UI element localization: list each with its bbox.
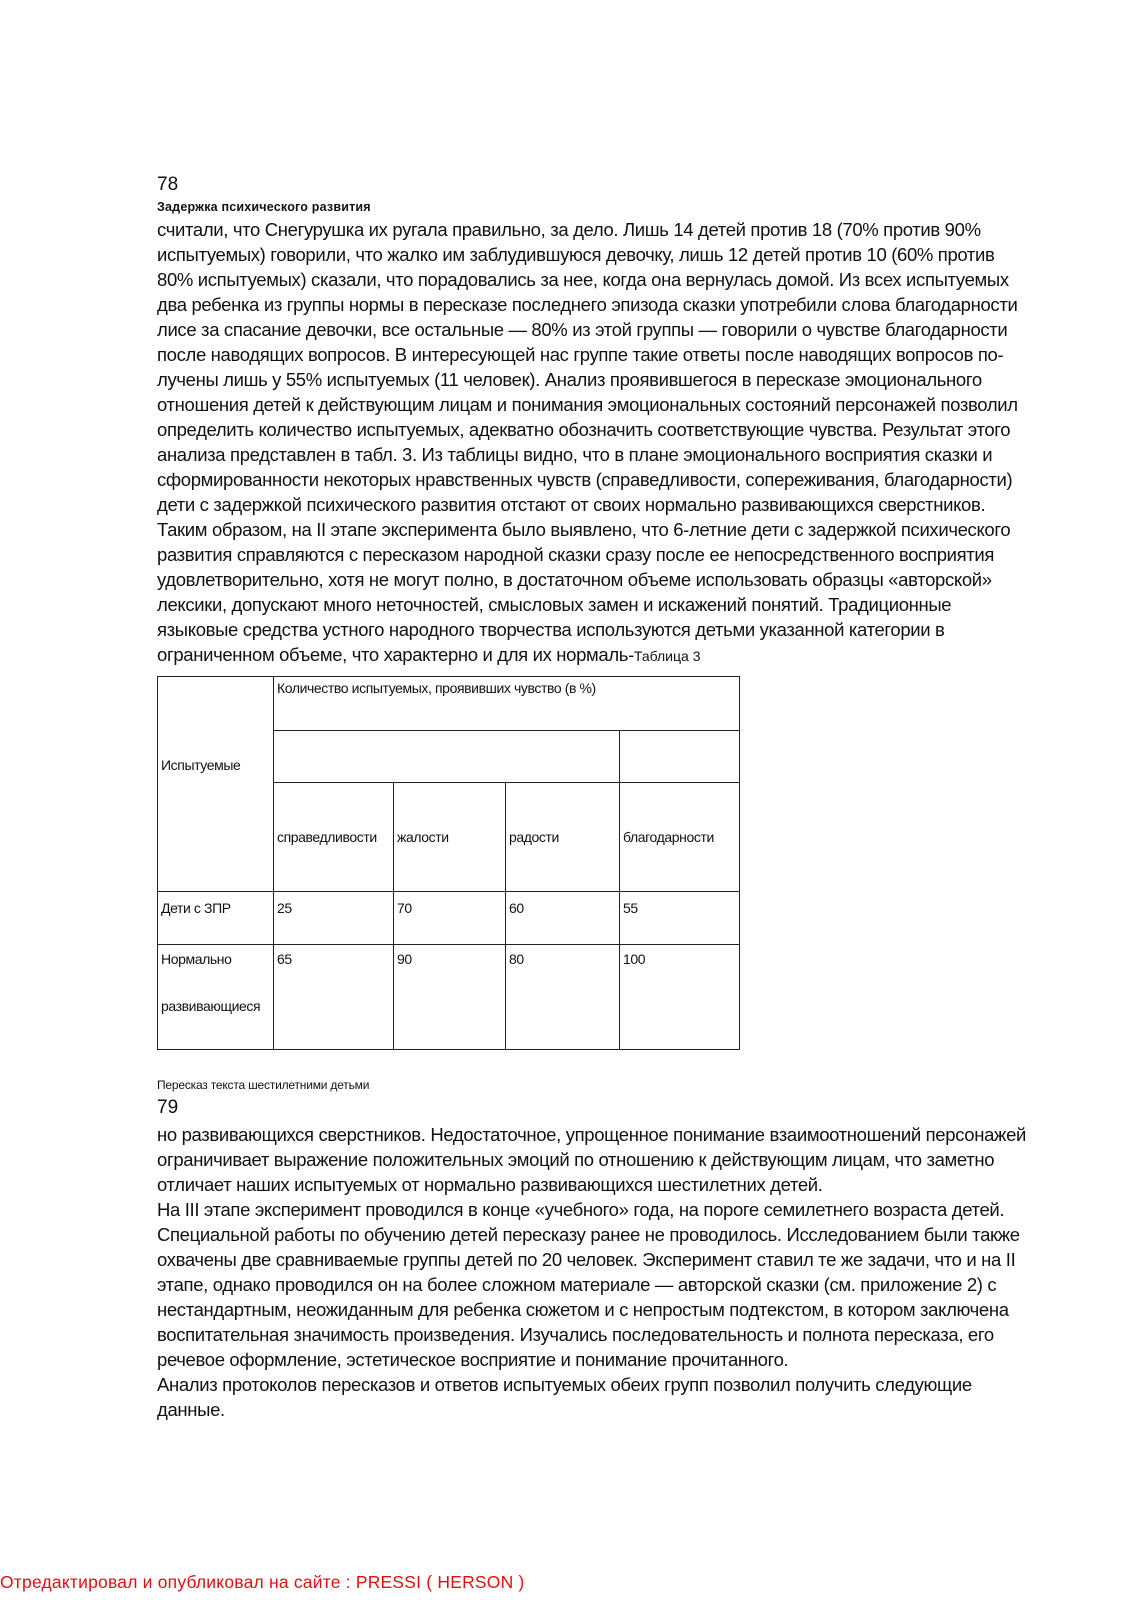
text-line: этапе, однако проводился он на более сложном материале — авторской сказки (см. приложение 2) с	[157, 1274, 997, 1295]
text-line: Анализ протоколов пересказов и ответов испытуемых обеих групп позволил получить следующие	[157, 1374, 972, 1395]
row-label: Дети с ЗПР	[158, 891, 274, 944]
text-line: ограничивает выражение положительных эмоций по отношению к действующим лицам, что заметно	[157, 1149, 995, 1170]
page-number: 78	[157, 174, 179, 195]
text-line: сформированности некоторых нравственных чувств (справедливости, сопереживания, благодарности)	[157, 469, 1013, 490]
row-header: Испытуемые	[161, 757, 241, 774]
text-line: лисе за спасание девочки, все остальные — 80% из этой группы — говорили о чувстве благодарности	[157, 319, 1008, 340]
group-header: Количество испытуемых, проявивших чувство (в %)	[277, 680, 596, 696]
text-line: после наводящих вопросов. В интересующей нас группе такие ответы после наводящих вопросов по-	[157, 344, 1004, 365]
results-table	[157, 676, 740, 1050]
text-line: два ребенка из группы нормы в пересказе последнего эпизода сказки употребили слова благодарности	[157, 294, 1018, 315]
table-row	[158, 891, 740, 944]
text-line: воспитательная значимость произведения. Изучались последовательность и полнота пересказа, его	[157, 1324, 994, 1345]
text-line-last: ограниченном объеме, что характерно и для их нормаль-	[157, 644, 634, 665]
text-line: удовлетворительно, хотя не могут полно, в достаточном объеме использовать образцы «авторской»	[157, 569, 992, 590]
column-header: благодарности	[620, 783, 740, 891]
body-text-page-78	[157, 217, 1018, 667]
text-line	[157, 642, 1018, 667]
text-line: развития справляются с пересказом народной сказки сразу после ее непосредственного восприятия	[157, 544, 995, 565]
column-header: радости	[506, 783, 620, 891]
text-line: охвачены две сравниваемые группы детей по 20 человек. Эксперимент ставил те же задачи, что и на II	[157, 1249, 1016, 1270]
text-line: лучены лишь у 55% испытуемых (11 человек). Анализ проявившегося в пересказе эмоционального	[157, 369, 982, 390]
text-line: На III этапе эксперимент проводился в конце «учебного» года, на пороге семилетнего возраста детей.	[157, 1199, 1005, 1220]
group-header-cell	[274, 677, 740, 731]
column-header: жалости	[394, 783, 506, 891]
table-cell: 90	[394, 944, 506, 1049]
text-line: речевое оформление, эстетическое восприятие и понимание прочитанного.	[157, 1349, 789, 1370]
text-line: 80% испытуемых) сказали, что порадовались за нее, когда она вернулась домой. Из всех испытуемых	[157, 269, 1009, 290]
table-row	[158, 944, 740, 1049]
table-cell: 80	[506, 944, 620, 1049]
text-line: испытуемых) говорили, что жалко им заблудившуюся девочку, лишь 12 детей против 10 (60% против	[157, 244, 995, 265]
table-cell: 60	[506, 891, 620, 944]
row-label	[158, 944, 274, 1049]
text-line: отношения детей к действующим лицам и понимания эмоциональных состояний персонажей позволил	[157, 394, 1018, 415]
row-label-line: Нормально	[161, 950, 232, 967]
empty-cell	[274, 730, 620, 783]
row-header-cell	[158, 677, 274, 892]
text-line: считали, что Снегурушка их ругала правильно, за дело. Лишь 14 детей против 18 (70% против 90%	[157, 219, 981, 240]
body-text-page-79	[157, 1122, 1026, 1422]
text-line: Таким образом, на II этапе эксперимента было выявлено, что 6-летние дети с задержкой психического	[157, 519, 1011, 540]
text-line: определить количество испытуемых, адекватно обозначить соответствующие чувства. Результат этого	[157, 419, 1011, 440]
text-line: данные.	[157, 1399, 225, 1420]
row-label-line: развивающиеся	[161, 997, 261, 1014]
table-cell: 55	[620, 891, 740, 944]
text-line: дети с задержкой психического развития отстают от своих нормально развивающихся сверстников.	[157, 494, 986, 515]
table-cell: 65	[274, 944, 394, 1049]
text-line: нестандартным, неожиданным для ребенка сюжетом и с непростым подтекстом, в котором заключена	[157, 1299, 1009, 1320]
table-caption: Таблица 3	[633, 648, 701, 664]
empty-cell	[620, 730, 740, 783]
text-line: лексики, допускают много неточностей, смысловых замен и искажений понятий. Традиционные	[157, 594, 952, 615]
text-line: языковые средства устного народного творчества используются детьми указанной категории в	[157, 619, 945, 640]
table-cell: 70	[394, 891, 506, 944]
text-line: отличает наших испытуемых от нормально развивающихся шестилетних детей.	[157, 1174, 823, 1195]
text-line: Специальной работы по обучению детей пересказу ранее не проводилось. Исследованием были также	[157, 1224, 1020, 1245]
running-head: Задержка психического развития	[157, 200, 371, 214]
page-number-79: 79	[157, 1097, 179, 1118]
column-header: справедливости	[274, 783, 394, 891]
running-head-79: Пересказ текста шестилетними детьми	[157, 1078, 370, 1092]
text-line: но развивающихся сверстников. Недостаточное, упрощенное понимание взаимоотношений персонажей	[157, 1124, 1026, 1145]
publisher-footer: Отредактировал и опубликовал на сайте : PRESSI ( HERSON )	[0, 1572, 525, 1592]
text-line: анализа представлен в табл. 3. Из таблицы видно, что в плане эмоционального восприятия сказки и	[157, 444, 993, 465]
table-cell: 100	[620, 944, 740, 1049]
table-cell: 25	[274, 891, 394, 944]
